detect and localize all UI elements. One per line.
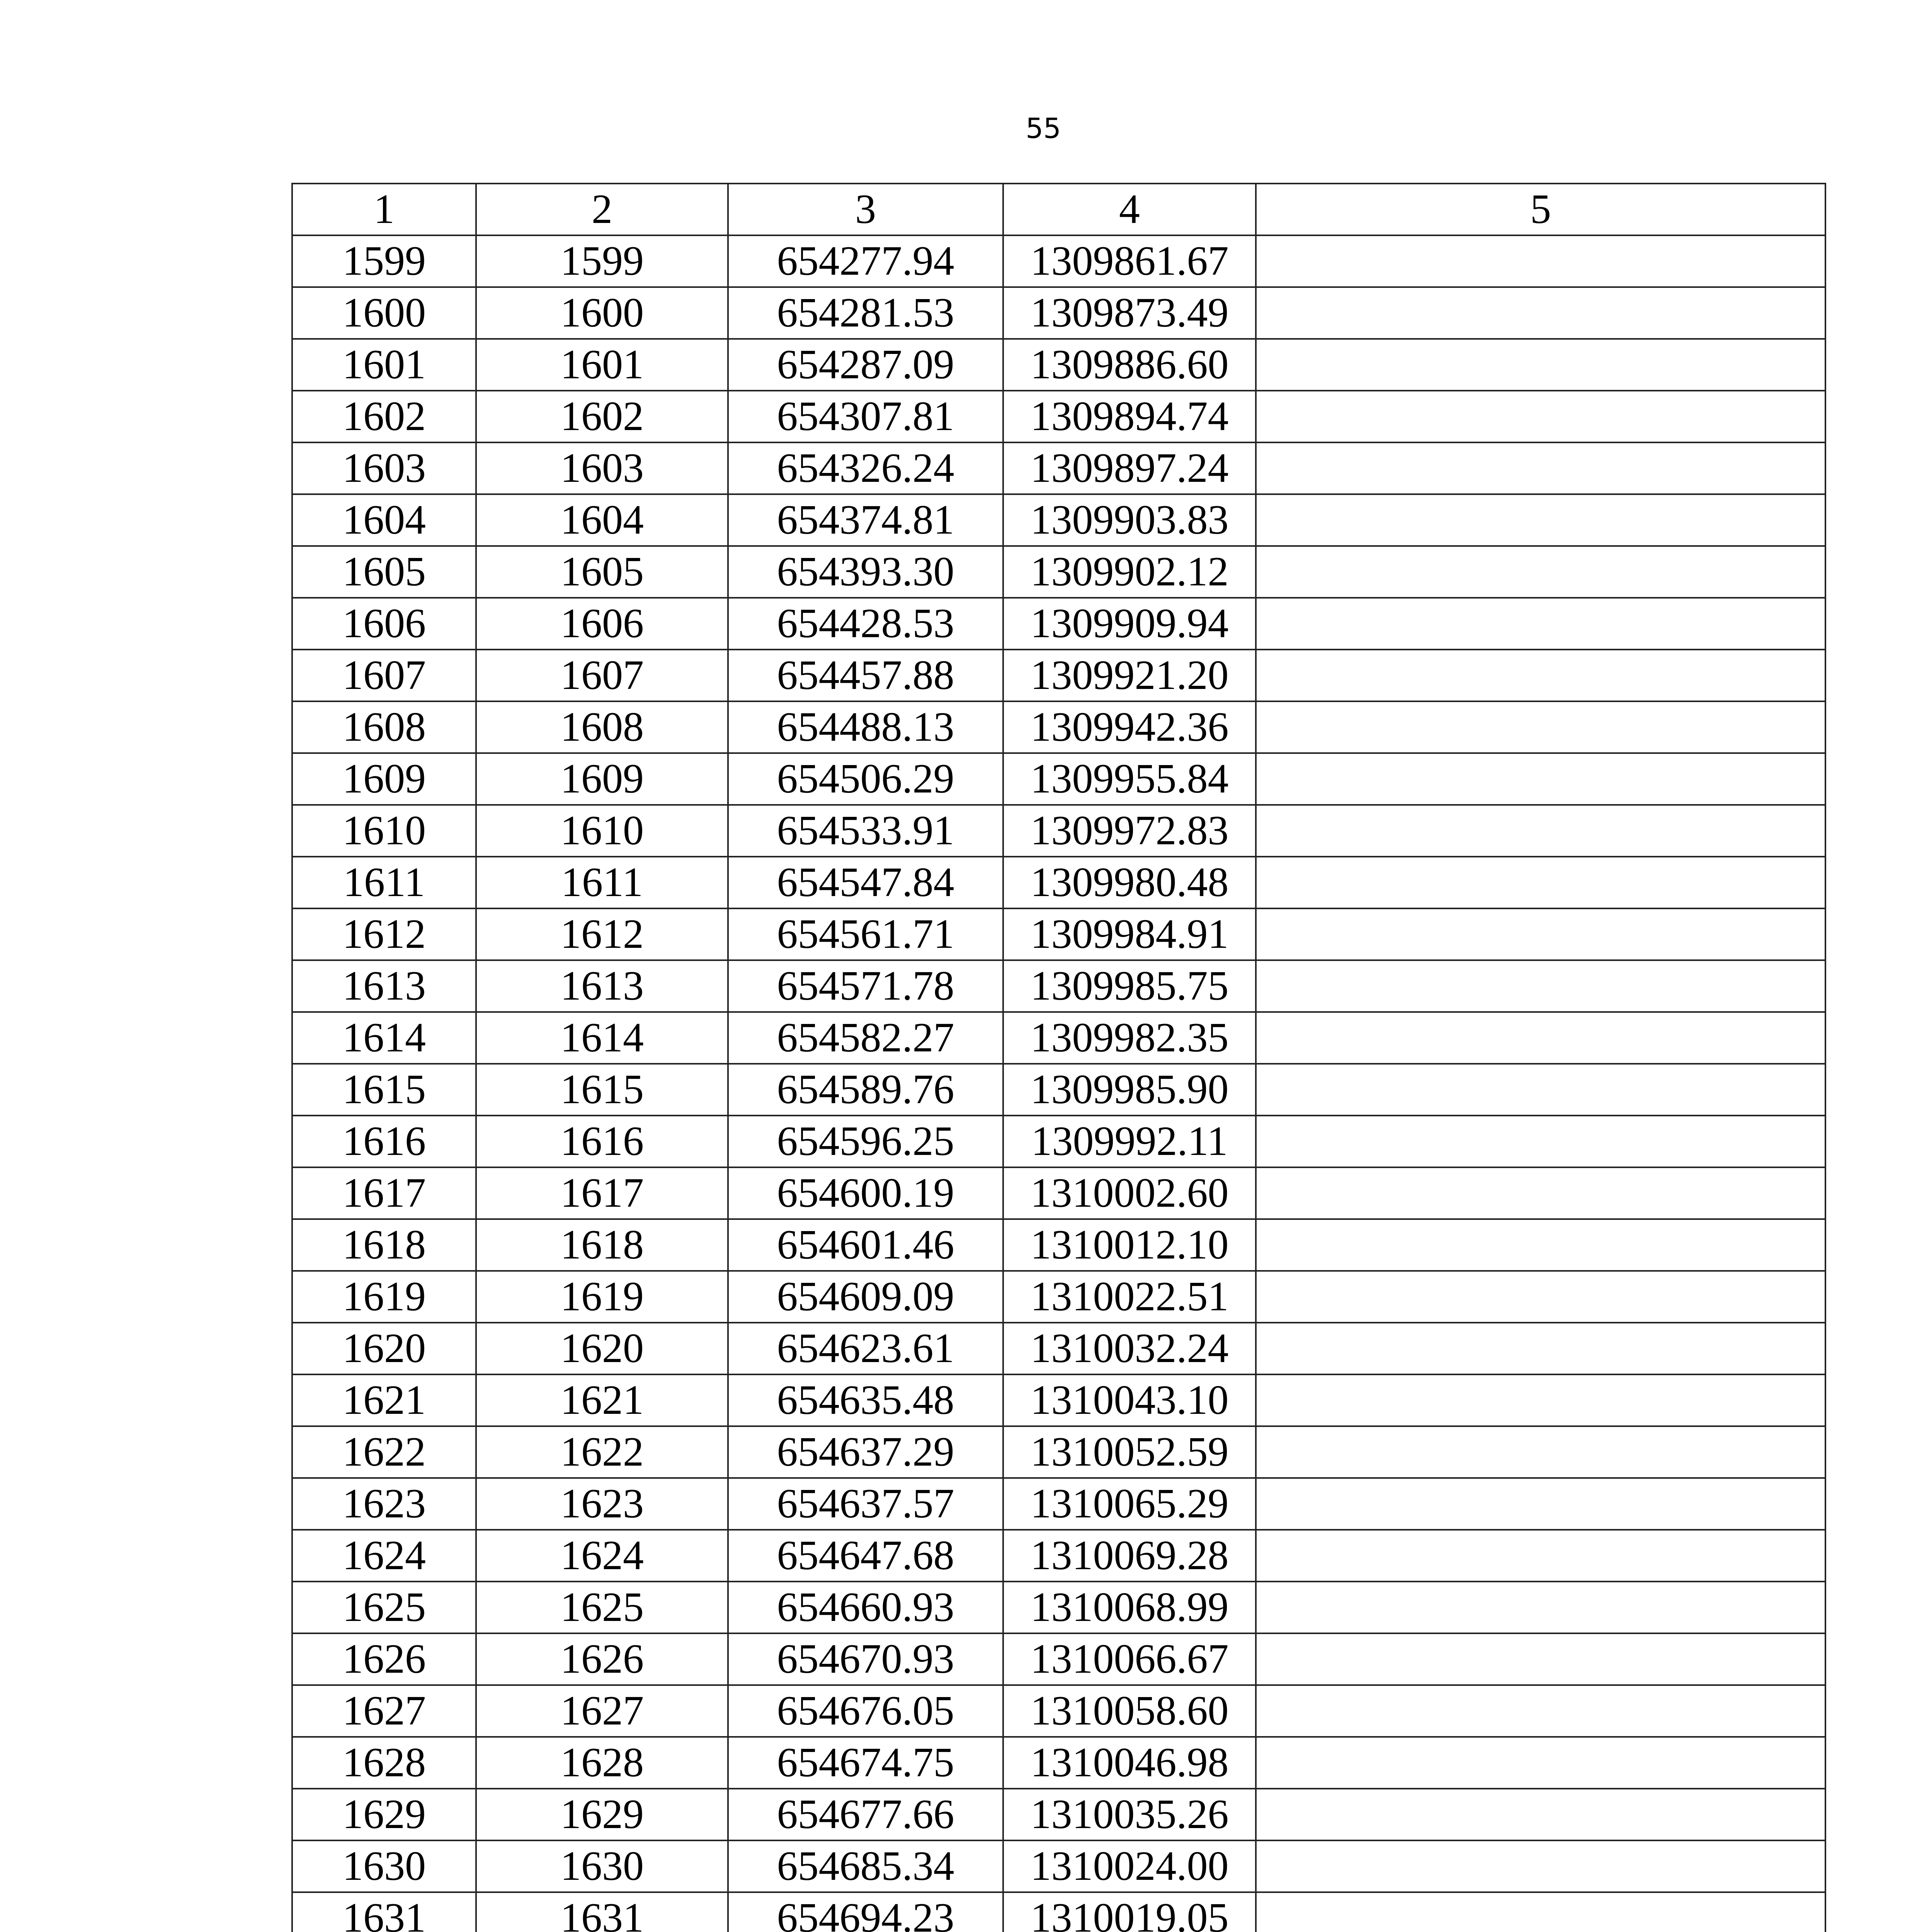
table-row <box>292 1426 1825 1478</box>
table-cell: 1627 <box>476 1685 728 1737</box>
table-row <box>292 1789 1825 1840</box>
table-cell: 1310058.60 <box>1003 1685 1256 1737</box>
table-cell: 1603 <box>292 442 476 494</box>
table-cell <box>1256 1582 1825 1633</box>
column-header: 4 <box>1003 184 1256 235</box>
table-row <box>292 1219 1825 1271</box>
table-cell: 1616 <box>292 1116 476 1167</box>
table-cell <box>1256 1892 1825 1932</box>
table-cell: 1628 <box>476 1737 728 1789</box>
table-cell: 1310052.59 <box>1003 1426 1256 1478</box>
table-row <box>292 1737 1825 1789</box>
table-cell: 1310002.60 <box>1003 1167 1256 1219</box>
table-cell: 654694.23 <box>728 1892 1003 1932</box>
table-cell: 1618 <box>476 1219 728 1271</box>
table-cell: 1622 <box>476 1426 728 1478</box>
table-cell: 1606 <box>292 598 476 650</box>
table-cell: 1625 <box>292 1582 476 1633</box>
table-cell: 1620 <box>476 1323 728 1374</box>
table-cell: 1605 <box>476 546 728 598</box>
table-cell: 1611 <box>476 857 728 908</box>
table-cell <box>1256 1426 1825 1478</box>
table-cell <box>1256 1012 1825 1064</box>
table-cell <box>1256 1530 1825 1582</box>
table-cell: 654374.81 <box>728 494 1003 546</box>
table-cell <box>1256 1064 1825 1116</box>
table-cell: 1607 <box>292 650 476 701</box>
table-cell: 654677.66 <box>728 1789 1003 1840</box>
table-cell: 654589.76 <box>728 1064 1003 1116</box>
table-cell <box>1256 546 1825 598</box>
table-cell: 654533.91 <box>728 805 1003 857</box>
table-cell <box>1256 701 1825 753</box>
table-cell: 1620 <box>292 1323 476 1374</box>
table-cell: 1613 <box>292 960 476 1012</box>
table-cell: 654685.34 <box>728 1840 1003 1892</box>
table-row <box>292 1478 1825 1530</box>
table-cell: 654637.57 <box>728 1478 1003 1530</box>
table-cell: 1602 <box>292 391 476 442</box>
table-cell: 654277.94 <box>728 235 1003 287</box>
table-cell: 1613 <box>476 960 728 1012</box>
table-cell: 1617 <box>476 1167 728 1219</box>
table-cell: 1606 <box>476 598 728 650</box>
table-cell: 1605 <box>292 546 476 598</box>
table-cell <box>1256 1685 1825 1737</box>
table-cell: 1604 <box>476 494 728 546</box>
table-cell: 1608 <box>476 701 728 753</box>
table-row <box>292 494 1825 546</box>
table-cell <box>1256 494 1825 546</box>
table-cell: 654547.84 <box>728 857 1003 908</box>
table-row <box>292 805 1825 857</box>
table-cell: 654457.88 <box>728 650 1003 701</box>
table-cell <box>1256 1167 1825 1219</box>
table-cell: 1604 <box>292 494 476 546</box>
table-cell <box>1256 598 1825 650</box>
table-row <box>292 442 1825 494</box>
table-row <box>292 1633 1825 1685</box>
table-cell: 1601 <box>476 339 728 391</box>
table-cell: 1607 <box>476 650 728 701</box>
table-cell: 1623 <box>476 1478 728 1530</box>
table-cell: 1612 <box>476 908 728 960</box>
table-cell: 1624 <box>476 1530 728 1582</box>
table-row <box>292 1012 1825 1064</box>
table-cell: 1616 <box>476 1116 728 1167</box>
table-cell: 654647.68 <box>728 1530 1003 1582</box>
table-row <box>292 1167 1825 1219</box>
table-cell: 654571.78 <box>728 960 1003 1012</box>
table-row <box>292 1530 1825 1582</box>
table-cell: 1631 <box>476 1892 728 1932</box>
coordinates-table <box>291 183 1826 1932</box>
table-cell: 1601 <box>292 339 476 391</box>
table-cell <box>1256 391 1825 442</box>
table-row <box>292 1374 1825 1426</box>
table-cell: 1309886.60 <box>1003 339 1256 391</box>
column-header: 2 <box>476 184 728 235</box>
table-cell: 1309942.36 <box>1003 701 1256 753</box>
table-cell: 654660.93 <box>728 1582 1003 1633</box>
table-cell: 1612 <box>292 908 476 960</box>
table-cell: 1310022.51 <box>1003 1271 1256 1323</box>
table-cell: 1629 <box>476 1789 728 1840</box>
table-cell: 654596.25 <box>728 1116 1003 1167</box>
table-row <box>292 753 1825 805</box>
table-cell: 1630 <box>476 1840 728 1892</box>
table-row <box>292 1064 1825 1116</box>
table-cell <box>1256 1478 1825 1530</box>
table-cell: 1608 <box>292 701 476 753</box>
table-row <box>292 1892 1825 1932</box>
table-cell: 654676.05 <box>728 1685 1003 1737</box>
table-cell: 1310032.24 <box>1003 1323 1256 1374</box>
table-cell: 1599 <box>292 235 476 287</box>
table-cell: 1310012.10 <box>1003 1219 1256 1271</box>
table-cell: 654637.29 <box>728 1426 1003 1478</box>
table-cell <box>1256 339 1825 391</box>
table-cell: 1626 <box>476 1633 728 1685</box>
table-row <box>292 1323 1825 1374</box>
table-cell: 1615 <box>292 1064 476 1116</box>
table-cell: 1618 <box>292 1219 476 1271</box>
table-cell: 1310069.28 <box>1003 1530 1256 1582</box>
table-cell: 1309897.24 <box>1003 442 1256 494</box>
table-cell: 1309902.12 <box>1003 546 1256 598</box>
table-cell: 654326.24 <box>728 442 1003 494</box>
table-cell <box>1256 805 1825 857</box>
table-body <box>292 184 1825 1932</box>
table-cell: 1310035.26 <box>1003 1789 1256 1840</box>
table-cell: 1309955.84 <box>1003 753 1256 805</box>
table-row <box>292 857 1825 908</box>
table-row <box>292 339 1825 391</box>
table-cell: 654623.61 <box>728 1323 1003 1374</box>
table-cell: 654488.13 <box>728 701 1003 753</box>
table-cell: 654307.81 <box>728 391 1003 442</box>
table-cell: 1627 <box>292 1685 476 1737</box>
table-cell: 1614 <box>292 1012 476 1064</box>
table-cell: 1625 <box>476 1582 728 1633</box>
table-cell <box>1256 1633 1825 1685</box>
table-cell <box>1256 1840 1825 1892</box>
table-cell: 654393.30 <box>728 546 1003 598</box>
table-cell <box>1256 650 1825 701</box>
table-cell <box>1256 1789 1825 1840</box>
table-cell: 1309984.91 <box>1003 908 1256 960</box>
table-cell: 1310068.99 <box>1003 1582 1256 1633</box>
column-header: 5 <box>1256 184 1825 235</box>
table-cell: 1617 <box>292 1167 476 1219</box>
table-row <box>292 1271 1825 1323</box>
table-row <box>292 287 1825 339</box>
table-cell: 1630 <box>292 1840 476 1892</box>
table-cell: 1309985.90 <box>1003 1064 1256 1116</box>
table-cell: 1619 <box>476 1271 728 1323</box>
table-cell: 1624 <box>292 1530 476 1582</box>
table-cell <box>1256 1323 1825 1374</box>
table-cell: 1599 <box>476 235 728 287</box>
table-cell: 654287.09 <box>728 339 1003 391</box>
table-cell: 654609.09 <box>728 1271 1003 1323</box>
table-cell: 1623 <box>292 1478 476 1530</box>
table-cell: 1310046.98 <box>1003 1737 1256 1789</box>
table-cell: 1310065.29 <box>1003 1478 1256 1530</box>
table-cell <box>1256 857 1825 908</box>
table-cell: 1600 <box>476 287 728 339</box>
table-row <box>292 1116 1825 1167</box>
table-cell: 1309985.75 <box>1003 960 1256 1012</box>
table-cell: 1309972.83 <box>1003 805 1256 857</box>
table-cell: 1309894.74 <box>1003 391 1256 442</box>
table-row <box>292 546 1825 598</box>
table-cell: 1628 <box>292 1737 476 1789</box>
table-cell <box>1256 442 1825 494</box>
table-cell: 1310043.10 <box>1003 1374 1256 1426</box>
table-row <box>292 1840 1825 1892</box>
table-cell: 654670.93 <box>728 1633 1003 1685</box>
table-cell: 1609 <box>476 753 728 805</box>
table-cell: 1309921.20 <box>1003 650 1256 701</box>
table-cell: 1619 <box>292 1271 476 1323</box>
table-cell: 1615 <box>476 1064 728 1116</box>
table-row <box>292 1582 1825 1633</box>
table-cell: 1622 <box>292 1426 476 1478</box>
table-cell: 1310019.05 <box>1003 1892 1256 1932</box>
table-cell: 1626 <box>292 1633 476 1685</box>
table-cell: 654281.53 <box>728 287 1003 339</box>
table-row <box>292 960 1825 1012</box>
table-row <box>292 650 1825 701</box>
table-cell: 654601.46 <box>728 1219 1003 1271</box>
table-cell <box>1256 960 1825 1012</box>
table-cell <box>1256 235 1825 287</box>
table-row <box>292 598 1825 650</box>
table-cell: 654428.53 <box>728 598 1003 650</box>
table-cell: 1602 <box>476 391 728 442</box>
table-cell: 1610 <box>476 805 728 857</box>
table-cell <box>1256 1116 1825 1167</box>
table-row <box>292 1685 1825 1737</box>
table-cell <box>1256 287 1825 339</box>
table-row <box>292 701 1825 753</box>
table-cell: 1309861.67 <box>1003 235 1256 287</box>
column-header: 3 <box>728 184 1003 235</box>
page-number: 55 <box>1026 112 1061 145</box>
table-cell: 1631 <box>292 1892 476 1932</box>
table-cell <box>1256 908 1825 960</box>
table-cell: 1310024.00 <box>1003 1840 1256 1892</box>
table-cell: 1309980.48 <box>1003 857 1256 908</box>
table-cell: 654635.48 <box>728 1374 1003 1426</box>
table-cell <box>1256 1219 1825 1271</box>
table-cell: 1621 <box>476 1374 728 1426</box>
table-cell: 654582.27 <box>728 1012 1003 1064</box>
table-cell: 1309909.94 <box>1003 598 1256 650</box>
table-row <box>292 391 1825 442</box>
table-cell: 1614 <box>476 1012 728 1064</box>
table-cell <box>1256 1374 1825 1426</box>
table-cell <box>1256 1737 1825 1789</box>
table-cell: 654674.75 <box>728 1737 1003 1789</box>
table-cell: 1610 <box>292 805 476 857</box>
table-cell: 1309992.11 <box>1003 1116 1256 1167</box>
table-cell: 1309982.35 <box>1003 1012 1256 1064</box>
table-cell: 1600 <box>292 287 476 339</box>
table-cell: 1310066.67 <box>1003 1633 1256 1685</box>
table-cell: 654600.19 <box>728 1167 1003 1219</box>
table-cell <box>1256 753 1825 805</box>
table-cell: 654561.71 <box>728 908 1003 960</box>
table-cell: 1611 <box>292 857 476 908</box>
table-row <box>292 908 1825 960</box>
table-cell: 1309873.49 <box>1003 287 1256 339</box>
table-cell: 654506.29 <box>728 753 1003 805</box>
table-cell: 1603 <box>476 442 728 494</box>
table-cell: 1609 <box>292 753 476 805</box>
table-cell: 1309903.83 <box>1003 494 1256 546</box>
table-row <box>292 235 1825 287</box>
column-header: 1 <box>292 184 476 235</box>
table-cell: 1621 <box>292 1374 476 1426</box>
table-cell: 1629 <box>292 1789 476 1840</box>
table-cell <box>1256 1271 1825 1323</box>
header-row <box>292 184 1825 235</box>
